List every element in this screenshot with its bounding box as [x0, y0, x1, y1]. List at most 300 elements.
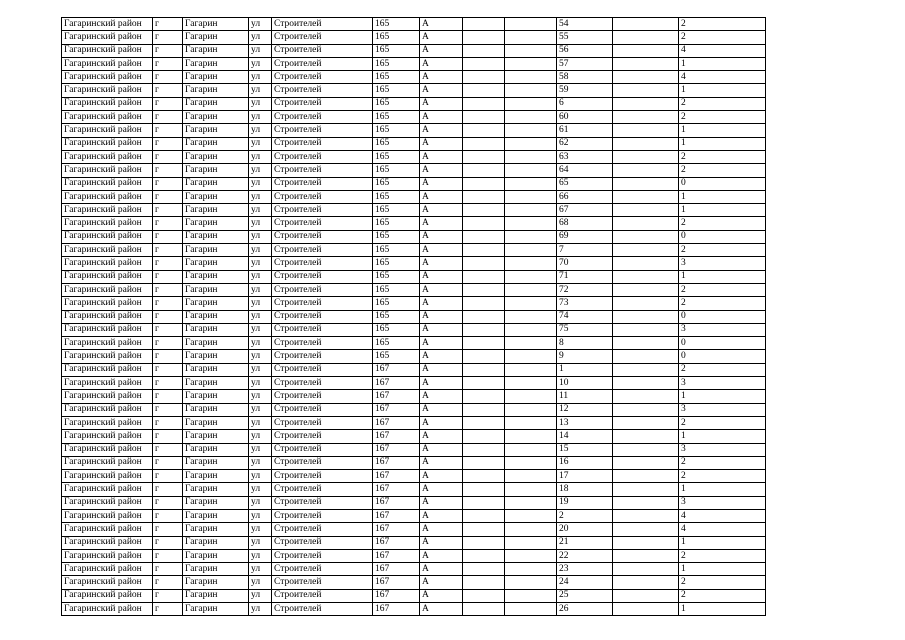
cell-street-type: ул	[249, 536, 272, 549]
cell-blank-2	[505, 337, 557, 350]
cell-settlement: Гагарин	[183, 523, 249, 536]
table-row	[62, 323, 766, 336]
cell-count: 1	[679, 84, 766, 97]
cell-street-type: ул	[249, 111, 272, 124]
cell-house: 167	[373, 377, 420, 390]
cell-settlement-type: г	[153, 403, 183, 416]
cell-blank-2	[505, 84, 557, 97]
cell-settlement-type: г	[153, 71, 183, 84]
cell-blank-2	[505, 190, 557, 203]
cell-apartment: 11	[557, 390, 613, 403]
cell-street-type: ул	[249, 124, 272, 137]
cell-settlement: Гагарин	[183, 18, 249, 31]
cell-count: 3	[679, 377, 766, 390]
cell-district: Гагаринский район	[62, 283, 153, 296]
cell-building-letter: А	[420, 177, 463, 190]
cell-district: Гагаринский район	[62, 204, 153, 217]
table-row	[62, 257, 766, 270]
table-row	[62, 403, 766, 416]
cell-count: 1	[679, 190, 766, 203]
cell-district: Гагаринский район	[62, 377, 153, 390]
cell-building-letter: А	[420, 496, 463, 509]
cell-blank-3	[613, 44, 679, 57]
cell-settlement-type: г	[153, 416, 183, 429]
table-row	[62, 57, 766, 70]
cell-street-type: ул	[249, 230, 272, 243]
cell-settlement-type: г	[153, 350, 183, 363]
cell-street: Строителей	[272, 204, 373, 217]
cell-apartment: 23	[557, 563, 613, 576]
cell-district: Гагаринский район	[62, 217, 153, 230]
cell-blank-1	[463, 270, 505, 283]
cell-blank-2	[505, 470, 557, 483]
cell-house: 165	[373, 57, 420, 70]
cell-street-type: ул	[249, 430, 272, 443]
cell-house: 165	[373, 283, 420, 296]
cell-street: Строителей	[272, 111, 373, 124]
cell-street: Строителей	[272, 337, 373, 350]
cell-blank-3	[613, 177, 679, 190]
cell-apartment: 6	[557, 97, 613, 110]
cell-street-type: ул	[249, 350, 272, 363]
cell-blank-3	[613, 190, 679, 203]
table-row	[62, 456, 766, 469]
cell-settlement: Гагарин	[183, 217, 249, 230]
cell-settlement-type: г	[153, 217, 183, 230]
cell-district: Гагаринский район	[62, 257, 153, 270]
cell-settlement: Гагарин	[183, 403, 249, 416]
cell-count: 4	[679, 509, 766, 522]
cell-settlement: Гагарин	[183, 204, 249, 217]
cell-count: 1	[679, 483, 766, 496]
cell-street: Строителей	[272, 403, 373, 416]
cell-house: 165	[373, 323, 420, 336]
cell-building-letter: А	[420, 57, 463, 70]
cell-blank-3	[613, 124, 679, 137]
cell-street-type: ул	[249, 483, 272, 496]
cell-blank-1	[463, 416, 505, 429]
cell-settlement-type: г	[153, 496, 183, 509]
cell-settlement-type: г	[153, 230, 183, 243]
cell-street: Строителей	[272, 84, 373, 97]
cell-district: Гагаринский район	[62, 603, 153, 616]
cell-building-letter: А	[420, 283, 463, 296]
cell-blank-3	[613, 430, 679, 443]
cell-blank-3	[613, 137, 679, 150]
cell-house: 165	[373, 230, 420, 243]
table-body	[62, 18, 766, 616]
cell-street-type: ул	[249, 310, 272, 323]
cell-house: 167	[373, 509, 420, 522]
table-row	[62, 111, 766, 124]
cell-street: Строителей	[272, 509, 373, 522]
cell-count: 2	[679, 363, 766, 376]
cell-blank-2	[505, 509, 557, 522]
cell-blank-1	[463, 230, 505, 243]
cell-blank-1	[463, 111, 505, 124]
cell-district: Гагаринский район	[62, 430, 153, 443]
table-row	[62, 549, 766, 562]
cell-blank-3	[613, 509, 679, 522]
cell-settlement: Гагарин	[183, 257, 249, 270]
cell-street: Строителей	[272, 563, 373, 576]
cell-district: Гагаринский район	[62, 111, 153, 124]
cell-building-letter: А	[420, 150, 463, 163]
cell-blank-3	[613, 589, 679, 602]
table-row	[62, 84, 766, 97]
cell-blank-2	[505, 31, 557, 44]
cell-house: 167	[373, 416, 420, 429]
table-row	[62, 190, 766, 203]
cell-blank-1	[463, 523, 505, 536]
cell-building-letter: А	[420, 377, 463, 390]
cell-street-type: ул	[249, 390, 272, 403]
cell-apartment: 75	[557, 323, 613, 336]
cell-blank-1	[463, 137, 505, 150]
table-row	[62, 244, 766, 257]
table-row	[62, 443, 766, 456]
cell-settlement: Гагарин	[183, 430, 249, 443]
cell-street-type: ул	[249, 31, 272, 44]
cell-blank-1	[463, 297, 505, 310]
cell-street: Строителей	[272, 323, 373, 336]
cell-settlement-type: г	[153, 430, 183, 443]
table-row	[62, 204, 766, 217]
cell-apartment: 14	[557, 430, 613, 443]
cell-count: 2	[679, 31, 766, 44]
cell-street-type: ул	[249, 204, 272, 217]
cell-street: Строителей	[272, 270, 373, 283]
cell-street-type: ул	[249, 164, 272, 177]
cell-blank-1	[463, 164, 505, 177]
cell-blank-1	[463, 84, 505, 97]
cell-settlement: Гагарин	[183, 323, 249, 336]
cell-settlement-type: г	[153, 244, 183, 257]
cell-blank-2	[505, 416, 557, 429]
cell-district: Гагаринский район	[62, 190, 153, 203]
cell-street: Строителей	[272, 257, 373, 270]
cell-building-letter: А	[420, 164, 463, 177]
cell-apartment: 17	[557, 470, 613, 483]
cell-street: Строителей	[272, 483, 373, 496]
cell-street: Строителей	[272, 549, 373, 562]
cell-blank-2	[505, 390, 557, 403]
cell-street-type: ул	[249, 337, 272, 350]
cell-settlement-type: г	[153, 363, 183, 376]
cell-settlement: Гагарин	[183, 416, 249, 429]
cell-blank-3	[613, 310, 679, 323]
table-row	[62, 124, 766, 137]
cell-blank-1	[463, 456, 505, 469]
cell-street-type: ул	[249, 270, 272, 283]
cell-street-type: ул	[249, 576, 272, 589]
cell-count: 2	[679, 297, 766, 310]
cell-blank-2	[505, 496, 557, 509]
cell-building-letter: А	[420, 124, 463, 137]
cell-count: 0	[679, 177, 766, 190]
cell-street-type: ул	[249, 18, 272, 31]
cell-street: Строителей	[272, 283, 373, 296]
cell-count: 2	[679, 549, 766, 562]
cell-street: Строителей	[272, 456, 373, 469]
cell-count: 3	[679, 496, 766, 509]
cell-blank-2	[505, 111, 557, 124]
cell-count: 1	[679, 390, 766, 403]
table-row	[62, 430, 766, 443]
cell-count: 4	[679, 71, 766, 84]
cell-district: Гагаринский район	[62, 350, 153, 363]
cell-district: Гагаринский район	[62, 57, 153, 70]
cell-blank-1	[463, 31, 505, 44]
cell-blank-3	[613, 31, 679, 44]
cell-blank-3	[613, 97, 679, 110]
cell-count: 2	[679, 576, 766, 589]
cell-house: 165	[373, 97, 420, 110]
cell-house: 167	[373, 390, 420, 403]
cell-settlement-type: г	[153, 270, 183, 283]
cell-district: Гагаринский район	[62, 230, 153, 243]
cell-district: Гагаринский район	[62, 18, 153, 31]
cell-building-letter: А	[420, 470, 463, 483]
cell-blank-3	[613, 390, 679, 403]
cell-house: 165	[373, 18, 420, 31]
cell-building-letter: А	[420, 536, 463, 549]
cell-house: 165	[373, 217, 420, 230]
cell-street-type: ул	[249, 297, 272, 310]
cell-blank-2	[505, 57, 557, 70]
cell-settlement-type: г	[153, 31, 183, 44]
cell-building-letter: А	[420, 337, 463, 350]
cell-house: 165	[373, 177, 420, 190]
cell-street-type: ул	[249, 363, 272, 376]
cell-house: 167	[373, 403, 420, 416]
cell-street: Строителей	[272, 230, 373, 243]
cell-street: Строителей	[272, 377, 373, 390]
cell-blank-1	[463, 576, 505, 589]
cell-apartment: 22	[557, 549, 613, 562]
cell-settlement-type: г	[153, 523, 183, 536]
table-row	[62, 44, 766, 57]
cell-blank-1	[463, 470, 505, 483]
cell-blank-3	[613, 549, 679, 562]
cell-district: Гагаринский район	[62, 164, 153, 177]
cell-count: 1	[679, 57, 766, 70]
table-row	[62, 470, 766, 483]
cell-street-type: ул	[249, 523, 272, 536]
cell-street: Строителей	[272, 470, 373, 483]
cell-apartment: 15	[557, 443, 613, 456]
cell-building-letter: А	[420, 31, 463, 44]
cell-street: Строителей	[272, 18, 373, 31]
cell-apartment: 61	[557, 124, 613, 137]
cell-building-letter: А	[420, 483, 463, 496]
cell-street-type: ул	[249, 603, 272, 616]
cell-street-type: ул	[249, 217, 272, 230]
cell-apartment: 2	[557, 509, 613, 522]
cell-street: Строителей	[272, 603, 373, 616]
cell-house: 165	[373, 31, 420, 44]
cell-settlement-type: г	[153, 57, 183, 70]
cell-apartment: 67	[557, 204, 613, 217]
table-row	[62, 177, 766, 190]
cell-house: 167	[373, 549, 420, 562]
cell-house: 165	[373, 44, 420, 57]
cell-blank-3	[613, 350, 679, 363]
cell-blank-1	[463, 390, 505, 403]
cell-blank-1	[463, 536, 505, 549]
cell-settlement: Гагарин	[183, 44, 249, 57]
cell-settlement: Гагарин	[183, 57, 249, 70]
cell-house: 165	[373, 350, 420, 363]
cell-settlement: Гагарин	[183, 190, 249, 203]
cell-street: Строителей	[272, 416, 373, 429]
cell-count: 3	[679, 257, 766, 270]
cell-blank-1	[463, 97, 505, 110]
cell-street-type: ул	[249, 244, 272, 257]
cell-building-letter: А	[420, 84, 463, 97]
cell-street-type: ул	[249, 84, 272, 97]
cell-blank-1	[463, 217, 505, 230]
cell-settlement: Гагарин	[183, 297, 249, 310]
cell-apartment: 12	[557, 403, 613, 416]
cell-blank-3	[613, 204, 679, 217]
cell-blank-2	[505, 430, 557, 443]
cell-settlement-type: г	[153, 177, 183, 190]
cell-settlement: Гагарин	[183, 150, 249, 163]
cell-blank-2	[505, 563, 557, 576]
cell-blank-3	[613, 416, 679, 429]
cell-blank-1	[463, 190, 505, 203]
cell-count: 2	[679, 164, 766, 177]
cell-blank-1	[463, 204, 505, 217]
cell-blank-3	[613, 270, 679, 283]
cell-apartment: 57	[557, 57, 613, 70]
cell-settlement: Гагарин	[183, 177, 249, 190]
cell-house: 167	[373, 456, 420, 469]
cell-blank-2	[505, 523, 557, 536]
cell-blank-1	[463, 603, 505, 616]
cell-building-letter: А	[420, 204, 463, 217]
cell-building-letter: А	[420, 297, 463, 310]
cell-blank-1	[463, 443, 505, 456]
cell-street-type: ул	[249, 456, 272, 469]
cell-blank-1	[463, 177, 505, 190]
cell-count: 2	[679, 470, 766, 483]
cell-apartment: 65	[557, 177, 613, 190]
cell-settlement-type: г	[153, 150, 183, 163]
cell-blank-1	[463, 257, 505, 270]
cell-count: 2	[679, 416, 766, 429]
cell-apartment: 54	[557, 18, 613, 31]
cell-settlement-type: г	[153, 337, 183, 350]
cell-settlement: Гагарин	[183, 509, 249, 522]
cell-district: Гагаринский район	[62, 310, 153, 323]
cell-blank-2	[505, 137, 557, 150]
cell-settlement: Гагарин	[183, 377, 249, 390]
cell-building-letter: А	[420, 217, 463, 230]
table-row	[62, 576, 766, 589]
cell-count: 2	[679, 589, 766, 602]
table-row	[62, 217, 766, 230]
cell-count: 3	[679, 323, 766, 336]
cell-building-letter: А	[420, 190, 463, 203]
cell-house: 167	[373, 576, 420, 589]
cell-street: Строителей	[272, 589, 373, 602]
cell-blank-1	[463, 124, 505, 137]
table-row	[62, 496, 766, 509]
cell-blank-3	[613, 496, 679, 509]
cell-settlement-type: г	[153, 483, 183, 496]
cell-settlement: Гагарин	[183, 244, 249, 257]
table-row	[62, 589, 766, 602]
table-row	[62, 483, 766, 496]
cell-district: Гагаринский район	[62, 244, 153, 257]
cell-blank-2	[505, 44, 557, 57]
cell-apartment: 70	[557, 257, 613, 270]
cell-blank-1	[463, 377, 505, 390]
cell-apartment: 64	[557, 164, 613, 177]
cell-blank-1	[463, 18, 505, 31]
cell-count: 2	[679, 111, 766, 124]
cell-street: Строителей	[272, 124, 373, 137]
cell-settlement: Гагарин	[183, 589, 249, 602]
cell-apartment: 58	[557, 71, 613, 84]
cell-building-letter: А	[420, 71, 463, 84]
cell-building-letter: А	[420, 44, 463, 57]
cell-building-letter: А	[420, 403, 463, 416]
cell-apartment: 55	[557, 31, 613, 44]
cell-district: Гагаринский район	[62, 549, 153, 562]
table-row	[62, 536, 766, 549]
cell-blank-1	[463, 483, 505, 496]
cell-settlement-type: г	[153, 443, 183, 456]
table-row	[62, 97, 766, 110]
address-table	[61, 17, 766, 616]
cell-blank-3	[613, 71, 679, 84]
cell-building-letter: А	[420, 111, 463, 124]
cell-street: Строителей	[272, 44, 373, 57]
cell-apartment: 25	[557, 589, 613, 602]
cell-house: 165	[373, 71, 420, 84]
cell-apartment: 72	[557, 283, 613, 296]
cell-blank-2	[505, 177, 557, 190]
cell-apartment: 9	[557, 350, 613, 363]
cell-district: Гагаринский район	[62, 470, 153, 483]
cell-district: Гагаринский район	[62, 536, 153, 549]
cell-settlement-type: г	[153, 549, 183, 562]
cell-blank-3	[613, 603, 679, 616]
cell-blank-1	[463, 283, 505, 296]
cell-settlement-type: г	[153, 576, 183, 589]
cell-settlement: Гагарин	[183, 164, 249, 177]
cell-blank-1	[463, 57, 505, 70]
cell-blank-3	[613, 403, 679, 416]
cell-settlement-type: г	[153, 390, 183, 403]
table-row	[62, 71, 766, 84]
cell-count: 1	[679, 204, 766, 217]
table-row	[62, 416, 766, 429]
cell-apartment: 26	[557, 603, 613, 616]
cell-district: Гагаринский район	[62, 337, 153, 350]
cell-apartment: 59	[557, 84, 613, 97]
cell-building-letter: А	[420, 350, 463, 363]
cell-building-letter: А	[420, 97, 463, 110]
cell-house: 167	[373, 536, 420, 549]
cell-district: Гагаринский район	[62, 297, 153, 310]
table-row	[62, 150, 766, 163]
cell-blank-2	[505, 603, 557, 616]
cell-blank-3	[613, 57, 679, 70]
